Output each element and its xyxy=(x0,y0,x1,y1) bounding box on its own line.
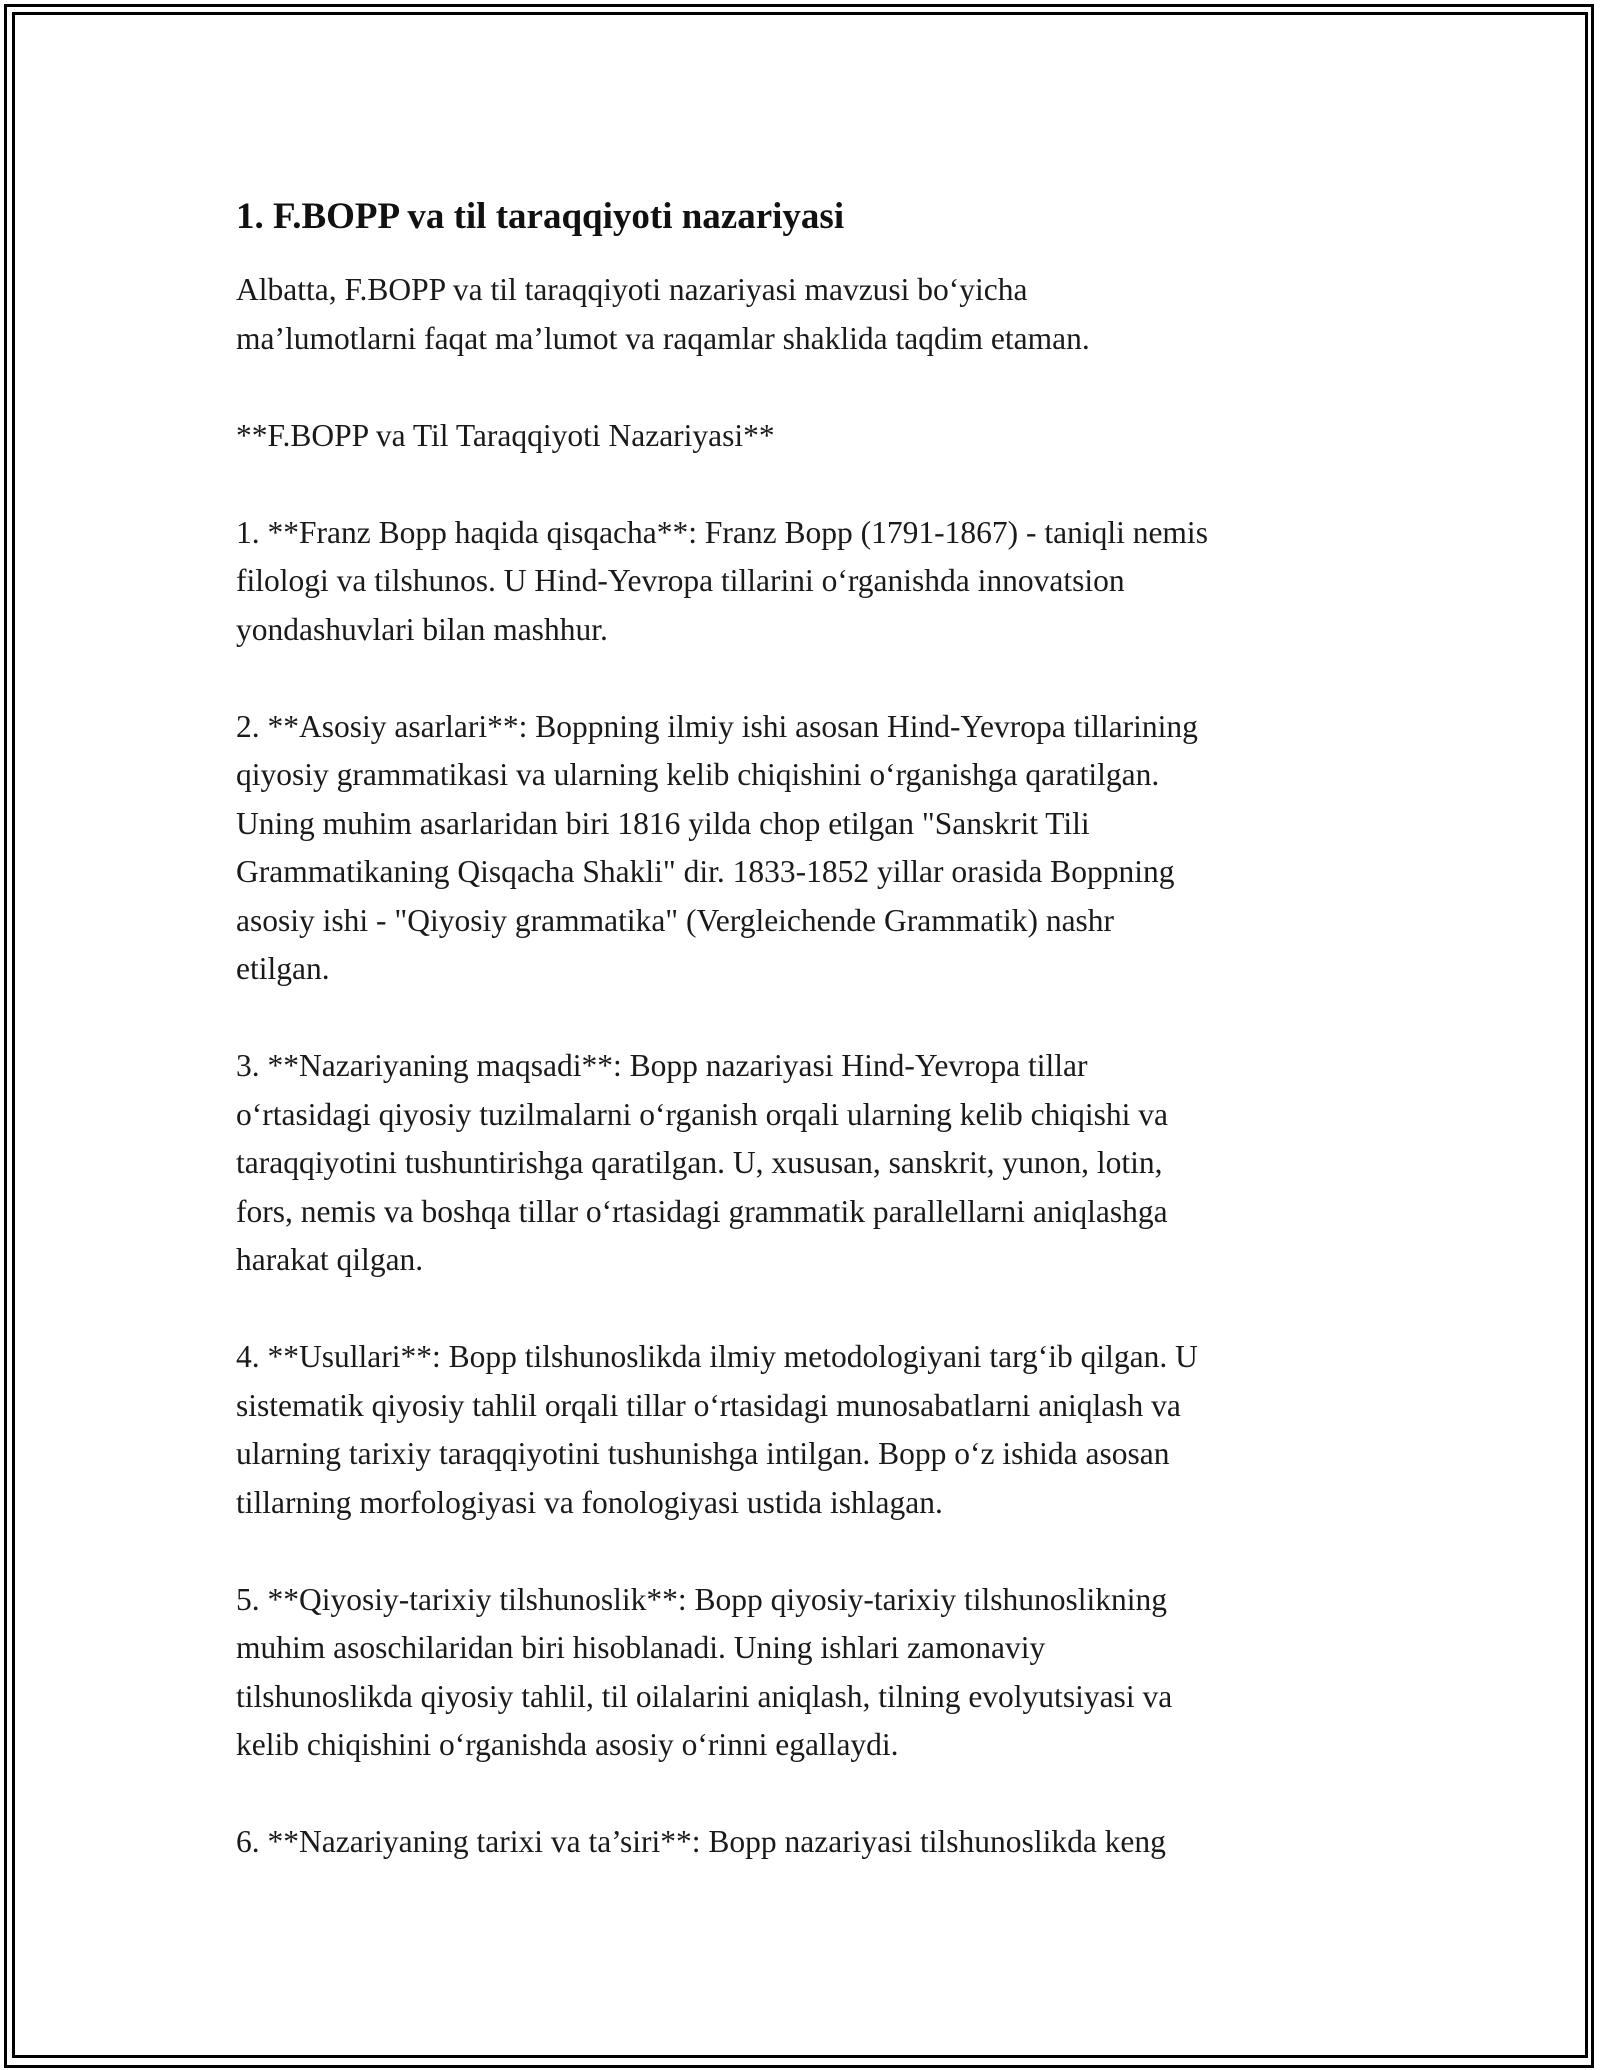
list-item-theory-goal: 3. **Nazariyaning maqsadi**: Bopp nazariyasi Hind-Yevropa tillar o‘rtasidagi qiyosiy tuzilmalarni o‘rganish orqali ularning kelib chiqishi va taraqqiyotini tushuntirishga qaratilgan. U, xususan, sanskrit, yunon, lotin, fors, nemis va boshqa tillar o‘rtasidagi grammatik parallellarni aniqlashga harakat qilgan. xyxy=(236,1048,1168,1277)
list-item-methods: 4. **Usullari**: Bopp tilshunoslikda ilmiy metodologiyani targ‘ib qilgan. U sistematik qiyosiy tahlil orqali tillar o‘rtasidagi munosabatlarni aniqlash va ularning tarixiy taraqqiyotini tushunishga intilgan. Bopp o‘z ishida asosan tillarning morfologiyasi va fonologiyasi ustida ishlagan. xyxy=(236,1339,1198,1520)
intro-paragraph: Albatta, F.BOPP va til taraqqiyoti nazariyasi mavzusi bo‘yicha ma’lumotlarni faqat ma’lumot va raqamlar shaklida taqdim etaman. xyxy=(236,272,1090,356)
list-item-main-works: 2. **Asosiy asarlari**: Boppning ilmiy ishi asosan Hind-Yevropa tillarining qiyosiy grammatikasi va ularning kelib chiqishini o‘rganishga qaratilgan. Uning muhim asarlaridan biri 1816 yilda chop etilgan "Sanskrit Tili Grammatikaning Qisqacha Shakli" dir. 1833-1852 yillar orasida Boppning asosiy ishi - "Qiyosiy grammatika" (Vergleichende Grammatik) nashr etilgan. xyxy=(236,708,1198,986)
list-item-comparative-linguistics: 5. **Qiyosiy-tarixiy tilshunoslik**: Bopp qiyosiy-tarixiy tilshunoslikning muhim asoschilaridan biri hisoblanadi. Uning ishlari zamonaviy tilshunoslikda qiyosiy tahlil, til oilalarini aniqlash, tilning evolyutsiyasi va kelib chiqishini o‘rganishda asosiy o‘rinni egallaydi. xyxy=(236,1581,1173,1762)
document-title: 1. F.BOPP va til taraqqiyoti nazariyasi xyxy=(236,196,845,237)
document-body xyxy=(236,192,1376,1915)
list-item-franz-bopp: 1. **Franz Bopp haqida qisqacha**: Franz Bopp (1791-1867) - taniqli nemis filologi va tilshunos. U Hind-Yevropa tillarini o‘rganishda innovatsion yondashuvlari bilan mashhur. xyxy=(236,514,1208,647)
list-item-theory-history: 6. **Nazariyaning tarixi va ta’siri**: Bopp nazariyasi tilshunoslikda keng xyxy=(236,1824,1166,1859)
section-heading-paragraph: **F.BOPP va Til Taraqqiyoti Nazariyasi** xyxy=(236,417,775,453)
